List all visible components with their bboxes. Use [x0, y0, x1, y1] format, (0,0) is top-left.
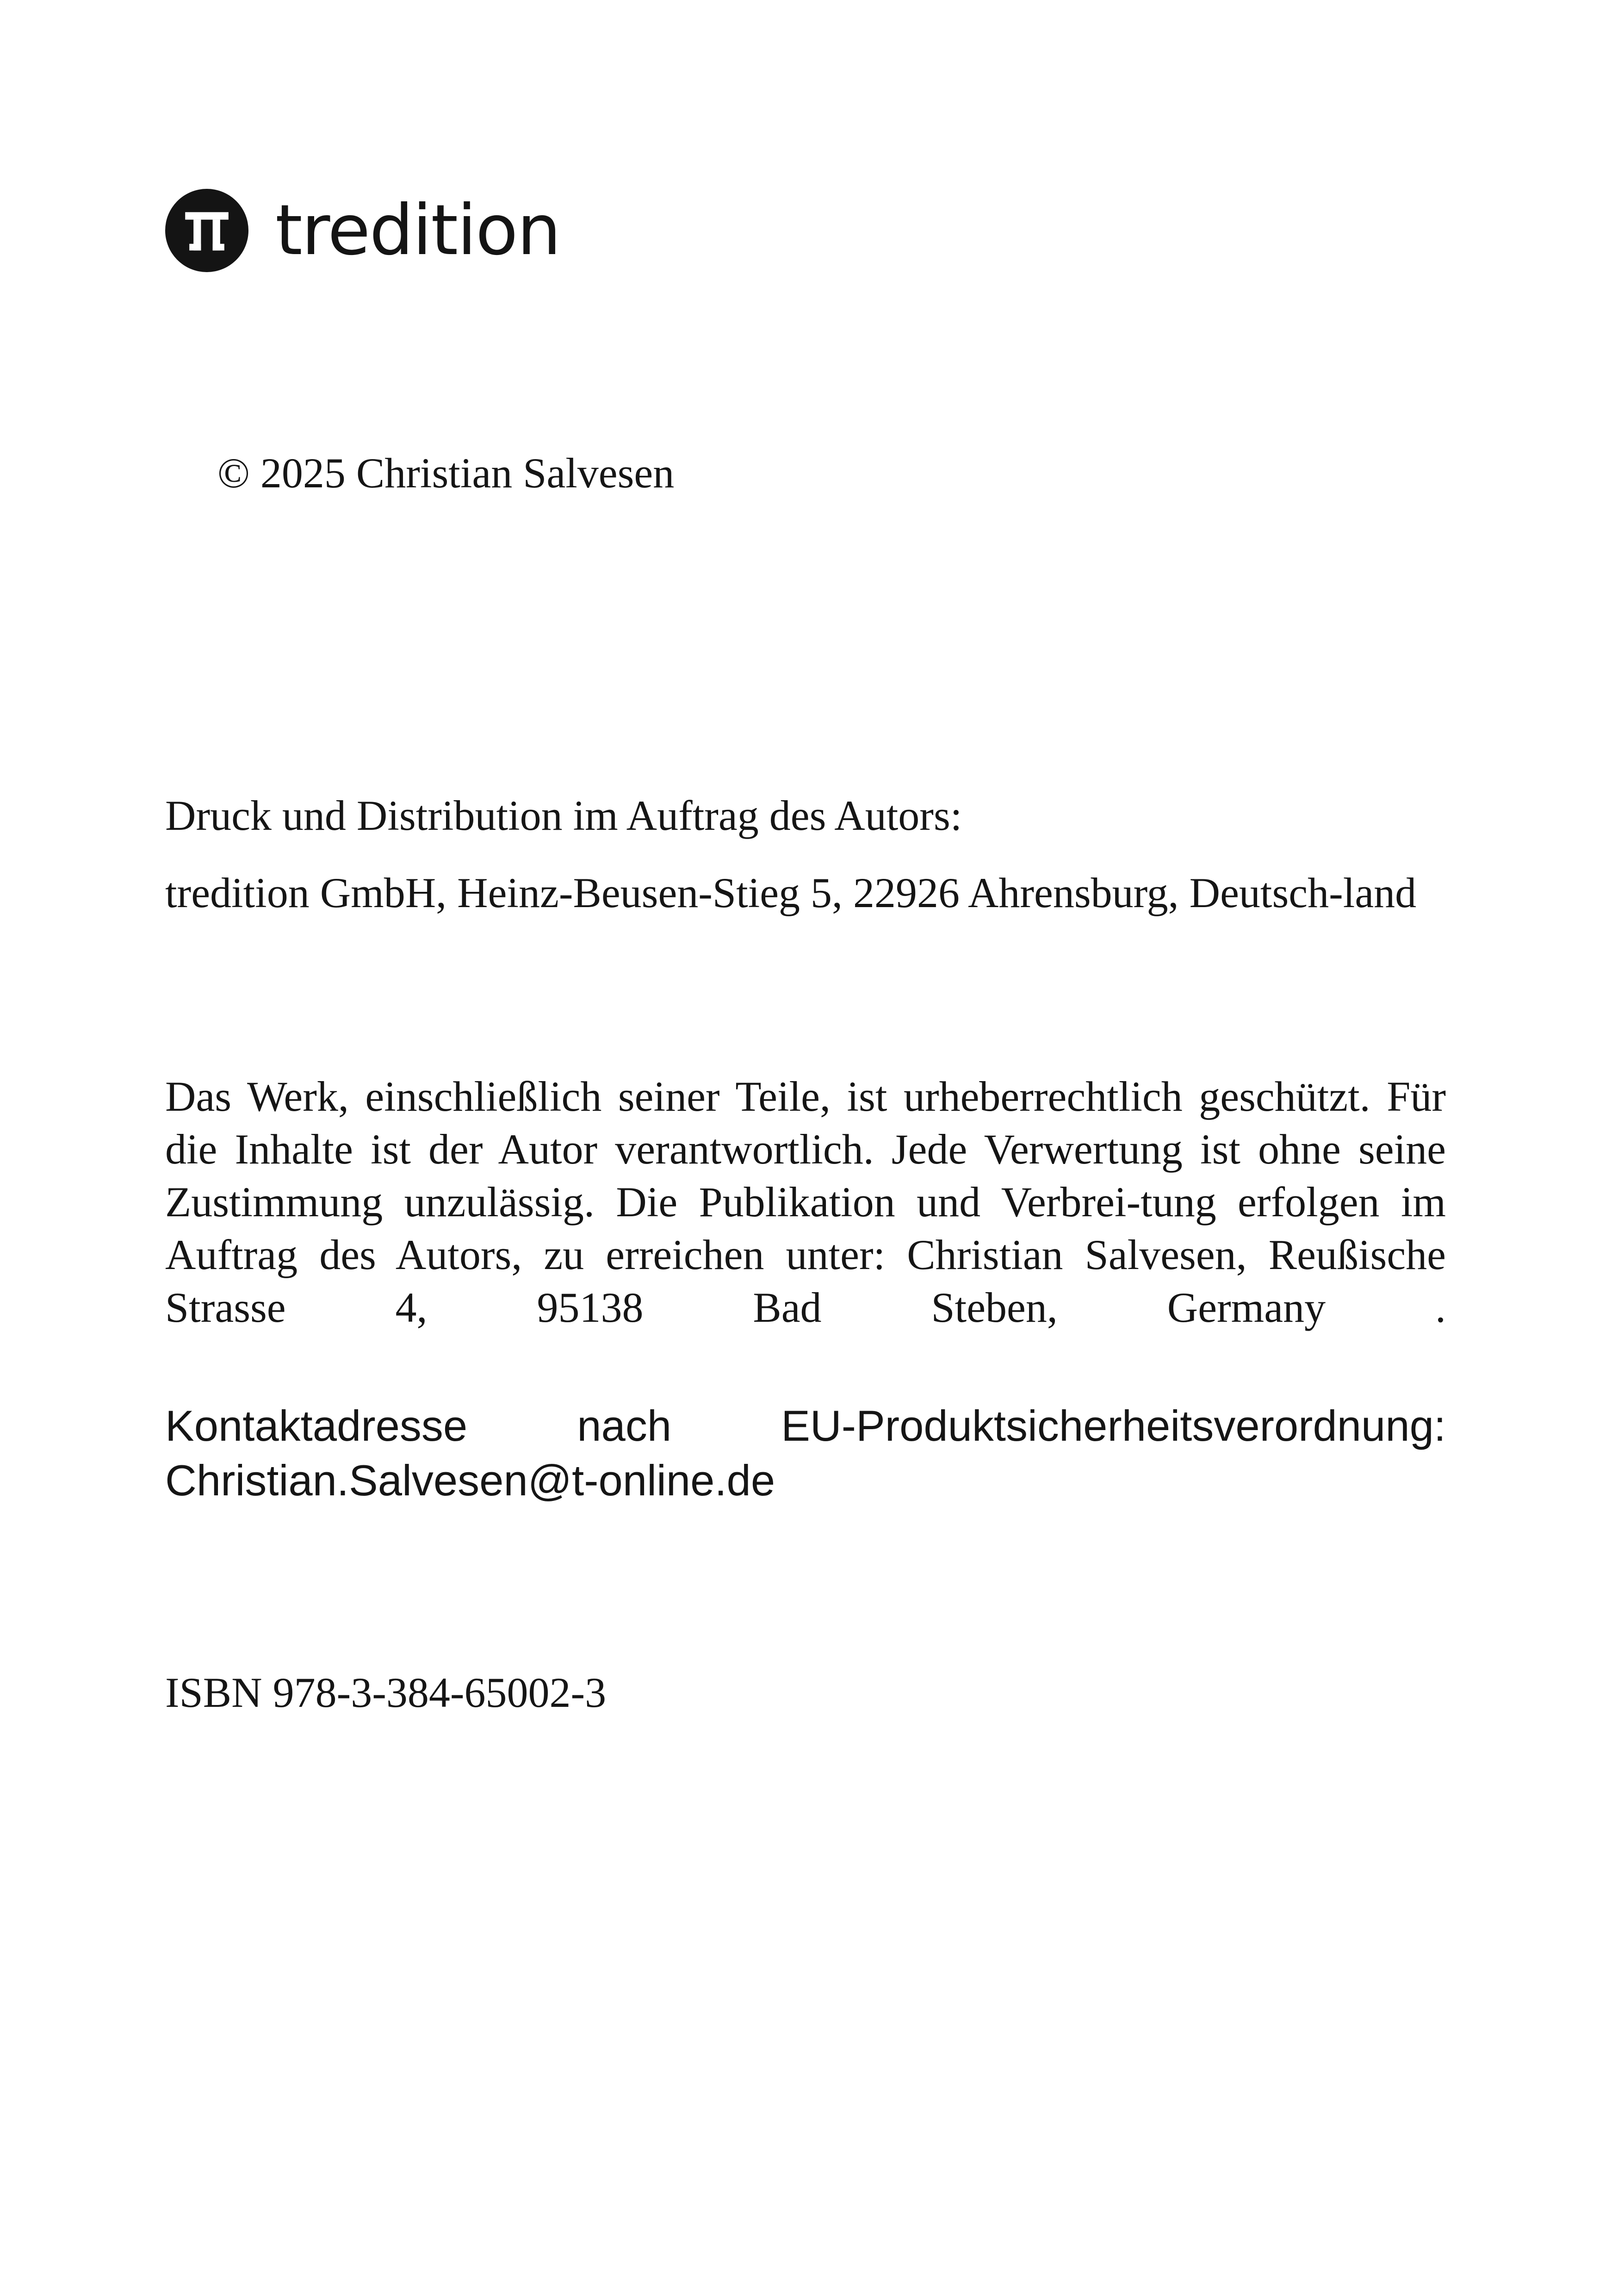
publisher-address: tredition GmbH, Heinz-Beusen-Stieg 5, 22926 Ahrensburg, Deutsch-land: [165, 869, 1417, 916]
isbn: ISBN 978-3-384-65002-3: [165, 1669, 607, 1716]
contact-word: Kontaktadresse: [165, 1401, 468, 1450]
contact-word: EU-Produktsicherheitsverordnung:: [781, 1401, 1446, 1450]
logo-wordmark: tredition: [275, 190, 560, 271]
contact-word: nach: [577, 1401, 672, 1450]
print-distribution-label: Druck und Distribution im Auftrag des Autors:: [165, 792, 962, 839]
publisher-logo: [165, 189, 560, 272]
copyright-notice: © 2025 Christian Salvesen: [217, 449, 675, 497]
contact-email: Christian.Salvesen@t-online.de: [165, 1456, 775, 1505]
tredition-logo-mark-icon: [165, 189, 248, 272]
contact-block: [165, 1399, 1446, 1508]
legal-notice: Das Werk, einschließlich seiner Teile, ist urheberrechtlich geschützt. Für die Inhalte ist der Autor verantwortlich. Jede Verwertung ist ohne seine Zustimmung unzulässig. Die Publikation und Verbrei-tung erfolgen im Auftrag des Autors, zu erreichen unter: Christian Salvesen, Reußische Strasse 4, 95138 Bad Steben, Germany .: [165, 1073, 1446, 1331]
contact-heading: [165, 1399, 1446, 1453]
